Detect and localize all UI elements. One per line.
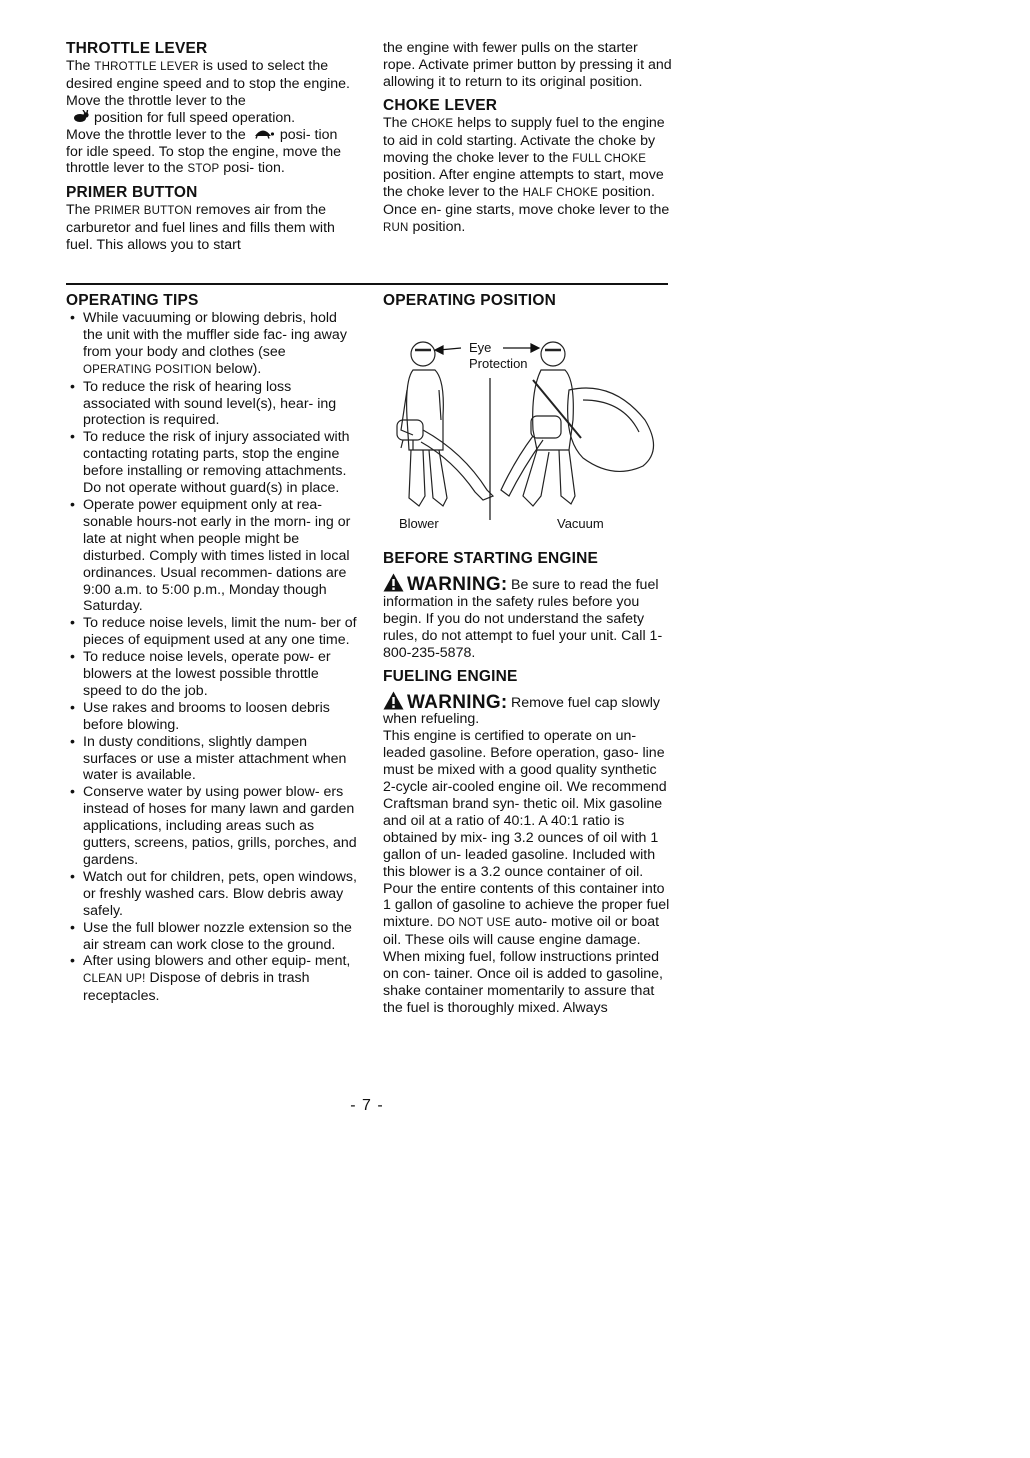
fueling-body: This engine is certified to operate on un- leaded gasoline. Before operation, gaso- line must be mixed with a good quality synthetic 2-cycle air-cooled engine oil. We recommend Craftsman brand syn- thetic oil. Mix gasoline and oil at a ratio of 40:1. A 40:1 ratio is obtained by mix- ing 3.2 ounces of oil with 1 gallon of un- leaded gasoline. Included with this blower is a 3.2 ounce container of oil. Pour the entire contents of this container into 1 gallon of gasoline to achieve the proper fuel mixture. DO NOT USE auto- motive oil or boat oil. These oils will cause engine damage. When mixing fuel, follow instructions printed on con- tainer. Once oil is added to gasoline, shake container momentarily to assure that the fuel is thoroughly mixed. Always bbox=[383, 728, 670, 1016]
page-number: - 7 - bbox=[350, 1097, 384, 1114]
tips-list bbox=[66, 310, 358, 1005]
warning-triangle-icon bbox=[383, 573, 404, 592]
before-warning-text: Be sure to read the fuel information in the safety rules before you begin. If you do not understand the safety rules, do not attempt to fuel your unit. Call 1-800-235-5878. bbox=[383, 577, 663, 661]
tip-item: • To reduce the risk of injury associated with contacting rotating parts, stop the engine before installing or removing attachments. Do not operate without guard(s) in place. bbox=[66, 429, 358, 497]
throttle-text: The THROTTLE LEVER is used to select the desired engine speed and to stop the engine. Move the throttle lever to the bbox=[66, 58, 350, 109]
before-starting-section bbox=[383, 550, 673, 1017]
protection-label: Protection bbox=[469, 356, 528, 371]
warning-triangle-icon bbox=[383, 691, 404, 710]
operator-figures bbox=[383, 320, 673, 540]
tip-item: • After using blowers and other equip- ment, CLEAN UP! Dispose of debris in trash receptacles. bbox=[66, 953, 358, 1005]
tip-item: • Operate power equipment only at rea- sonable hours-not early in the morn- ing or late at night when people might be disturbed. Comply with times listed in local ordinances. Usual recommen- dations are 9:00 a.m. to 5:00 p.m., Monday though Saturday. bbox=[66, 497, 358, 615]
throttle-full-speed: position for full speed operation. bbox=[66, 110, 356, 127]
warning-label: WARNING: bbox=[407, 574, 508, 595]
choke-text: The CHOKE helps to supply fuel to the engine to aid in cold starting. Activate the choke by moving the choke lever to the FULL CHOKE position. After engine attempts to start, move the choke lever to the HALF CHOKE position. Once en- gine starts, move choke lever to the RUN position. bbox=[383, 114, 670, 236]
throttle-heading: THROTTLE LEVER bbox=[66, 40, 208, 57]
tip-item: • While vacuuming or blowing debris, hold the unit with the muffler side fac- ing away from your body and clothes (see OPERATING POSITION below). bbox=[66, 310, 358, 379]
tip-item: • In dusty conditions, slightly dampen surfaces or use a mister attachment when water is available. bbox=[66, 734, 358, 785]
top-right-column bbox=[383, 40, 673, 237]
throttle-idle-stop: Move the throttle lever to the posi- tion for idle speed. To stop the engine, move the throttle lever to the STOP posi- tion. bbox=[66, 126, 341, 177]
tip-item: • Use the full blower nozzle extension so the air stream can work close to the ground. bbox=[66, 920, 358, 954]
tip-item: • To reduce the risk of hearing loss associated with sound level(s), hear- ing protection is required. bbox=[66, 379, 358, 430]
tip-item: • Use rakes and brooms to loosen debris before blowing. bbox=[66, 700, 358, 734]
primer-heading: PRIMER BUTTON bbox=[66, 184, 198, 202]
primer-text-continued: the engine with fewer pulls on the starter rope. Activate primer button by pressing it and allowing it to return to its original position. bbox=[383, 40, 672, 90]
fueling-heading: FUELING ENGINE bbox=[383, 667, 518, 685]
tips-heading: OPERATING TIPS bbox=[66, 292, 199, 309]
tip-item: • To reduce noise levels, operate pow- er blowers at the lowest possible throttle speed to do the job. bbox=[66, 649, 358, 700]
section-divider bbox=[66, 283, 668, 285]
vacuum-label: Vacuum bbox=[557, 516, 604, 531]
top-left-column bbox=[66, 40, 356, 254]
operating-position-illustration bbox=[383, 320, 673, 540]
operating-position-column bbox=[383, 292, 673, 310]
turtle-icon bbox=[252, 128, 274, 139]
fueling-warning-text: Remove fuel cap slowly when refueling. bbox=[383, 694, 661, 728]
position-heading: OPERATING POSITION bbox=[383, 292, 556, 309]
eye-label: Eye bbox=[469, 340, 492, 355]
choke-heading: CHOKE LEVER bbox=[383, 96, 498, 114]
warning-label: WARNING: bbox=[407, 691, 508, 713]
primer-text: The PRIMER BUTTON removes air from the carburetor and fuel lines and fills them with fuel. This allows you to start bbox=[66, 202, 335, 254]
tip-item: • Watch out for children, pets, open windows, or freshly washed cars. Blow debris away safely. bbox=[66, 869, 358, 920]
tip-item: • Conserve water by using power blow- ers instead of hoses for many lawn and garden applications, including areas such as gutters, screens, patios, grills, porches, and gardens. bbox=[66, 784, 358, 869]
blower-label: Blower bbox=[399, 516, 439, 531]
operating-tips-column bbox=[66, 292, 358, 1005]
tip-item: • To reduce noise levels, limit the num- ber of pieces of equipment used at any one time. bbox=[66, 615, 358, 649]
rabbit-icon bbox=[72, 110, 90, 123]
before-heading: BEFORE STARTING ENGINE bbox=[383, 550, 599, 567]
